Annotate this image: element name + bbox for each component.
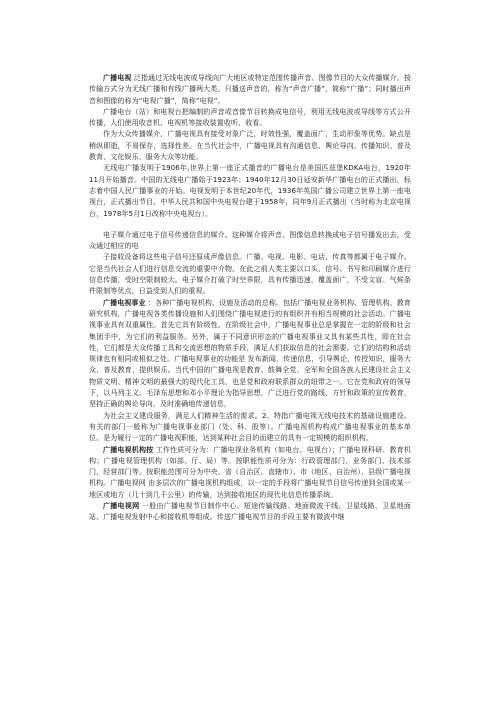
document-page [89,73,411,524]
paragraph [89,129,411,163]
term: 广播电视 [103,74,132,82]
paragraph [89,445,411,501]
paragraph [89,107,411,130]
paragraph [89,230,411,253]
section-broadcast-tv [89,73,411,220]
term: 广播电视机构按 [103,445,154,454]
paragraph-text: 泛指通过无线电波或导线向广大地区或特定范围传播声音、图像节目的大众传播媒介。按传输方式分为无线广播和有线广播两大类。只播送声音的，称为“声音广播”，简称“广播”；同时播出声音和图像的称为“电视广播”，简称“电视”。 [89,74,411,105]
section-electronic-media [89,230,411,524]
term: 广播电视事业 [103,298,146,307]
paragraph [89,163,411,219]
paragraph [89,501,411,524]
paragraph-text: 为社会主义建设服务，满足人们精神生活的需求。2、特指广播电视无线电技术的基础设施建设。有关的部门一般称为广播电视事业部门（处、科、股等）。广播电视机构构成广播电视事业的基本单位。是为履行一定的广播电视职能，达到某种社会目的而建立的具有一定规模的组织机构。 [89,411,411,443]
paragraph-text: 广播电台（站）和电视台把编制的声音或音像节目转换成电信号，利用无线电波或导线等方式公开传播，人们使用收音机、电视机等接收装置收听、收看。 [89,107,411,128]
paragraph-text: 作为大众传播媒介，广播电视具有接受对象广泛，时效性强，覆盖面广，生动形象等优势。缺点是稍纵即逝，不易保存，选择性差。在当代社会中，广播电视具有沟通信息、舆论导向、传播知识、普及教育、文化娱乐、服务大众等功能。 [89,130,411,162]
paragraph-text: ：各种广播电视机构、设施及活动的总称。包括广播电视业务机构、管理机构、教育研究机构，广播电视各类传播设施和人们围绕广播电视进行的有组织并有相当规模的社会活动。广播电视事业具有双重属性。首先它具有阶级性。在阶级社会中，广播电视事业总是掌握在一定的阶级和社会集团手中，为它们的利益服务。另外，属于不同意识形态的广播电视事业又具有某些共性，即在社会性，它们都是大众传播工具和交流思想的物质手段，满足人们获取信息的社会需要。它们的结构和活动规律也有相同或相似之处。广播电视事业的功能是 发布新闻，传递信息，引导舆论，传授知识，服务大众，普及教育，提供娱乐。当代中国的广播电视是教育、鼓舞全党、全军和全国各族人民建设社会主义物质文明、精神文明的最强大的现代化工具，也是党和政府联系群众的纽带之一。它在党和政府的领导下，以马列主义、毛泽东思想和邓小平理论为指导思想，广泛进行党的路线、方针和政策的宣传教育，坚持正确的舆论导向，及时准确地传递信息， [89,298,411,409]
term: 广播电视网 [103,501,140,510]
paragraph-text: 子接收设备将这些电子信号还原成声像信息。广播、电视、电影、电话、传真等都属于电子媒介。它是当代社会人们进行信息交流的重要中介物。在此之前人类主要以口头、信号、书写和印刷媒介进行信息传播，受时空限制较大。电子媒介打破了时空界限，具有传播迅速，覆盖面广，不受文盲、气候条件限制等优点，日益受到人们的重视。 [89,253,411,296]
paragraph-text: 工作性质可分为：广播电视业务机构（如电台、电视台）；广播电视科研、教育机构；广播电视管理机构（如部、厅、局）等。按职能性质可分为：行政管理部门、业务部门、技术部门、经营部门等。按职能范围可分为中央、省（自治区、直辖市）、市（地区、自治州）、县级广播电视机构。广播电视网 由多层次的广播电视机构组成，以一定的手段将广播电视节目信号传递到全国或某一地区或地方（几十到几千公里）的传输，达到接收地区的现代化信息传播系统。 [89,445,411,499]
paragraph [89,298,411,411]
paragraph [89,411,411,445]
paragraph [89,73,411,107]
paragraph-text: 无线电广播发明于1906年,世界上第一座正式播音的广播电台是美国匹兹堡KDKA电台，1920年11月开始播音。中国的无线电广播始于1923年；1940年12月30日延安新华广播电台的正式播出，标志着中国人民广播事业的开始。电视发明于本世纪20年代，1936年英国广播公司建立世界上第一座电视台，正式播出节目。中华人民共和国中央电视台建于1958年，同年9月正式播出（当时称为北京电视台，1978年5月1日改称中央电视台）。 [89,164,411,218]
paragraph-text: 一般由广播电视节目制作中心、短途传输线路、地面微波干线、卫星线路、卫星地面站、广播电视发射中心和接收机等组成。传送广播电视节目的手段主要有微波中继 [89,501,411,522]
paragraph [89,252,411,297]
paragraph-text: 电子媒介通过电子信号传递信息的媒介。这种媒介将声音、图像信息转换成电子信号播发出去，受众通过相应的电 [89,230,411,251]
